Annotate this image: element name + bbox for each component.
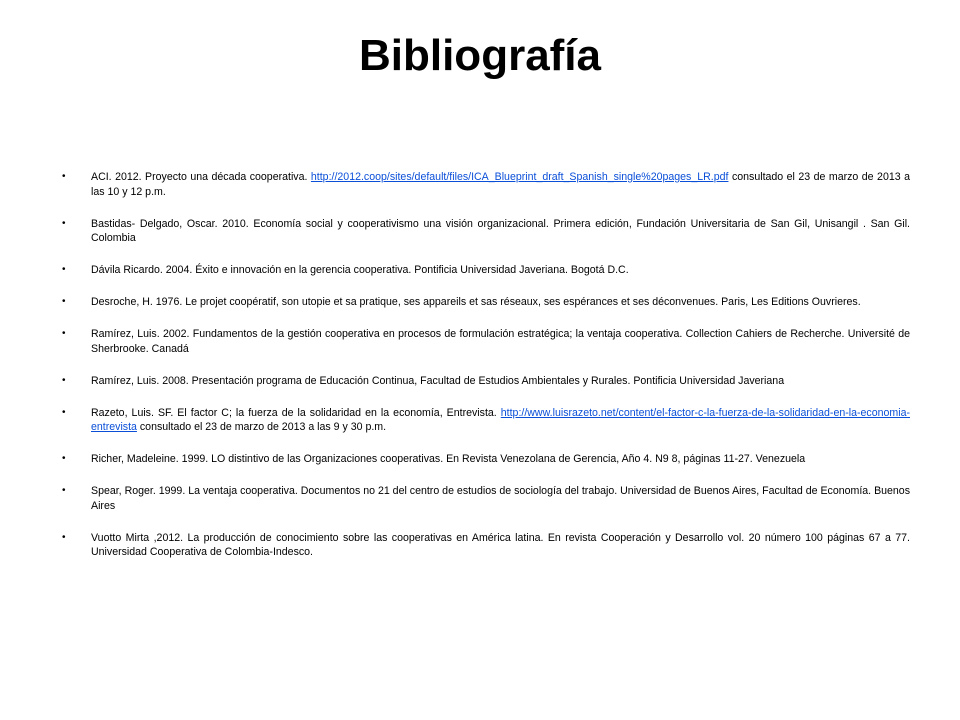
bibliography-item <box>62 374 910 389</box>
bibliography-item <box>62 452 910 467</box>
bullet-icon: • <box>62 406 66 418</box>
reference-text: Desroche, H. 1976. Le projet coopératif, son utopie et sa pratique, ses appareils et sas réseaux, ses espérances et ses déconvenues. Paris, Les Editions Ouvrieres. <box>91 296 861 308</box>
reference-text-after: consultado el 23 de marzo de 2013 a las 9 y 30 p.m. <box>136 421 387 433</box>
bullet-icon: • <box>62 374 66 386</box>
bullet-icon: • <box>62 531 66 543</box>
reference-text: ACI. 2012. Proyecto una década cooperativa. <box>91 171 311 183</box>
bibliography-item <box>62 327 910 356</box>
bullet-icon: • <box>62 171 66 182</box>
reference-text: Vuotto Mirta ,2012. La producción de conocimiento sobre las cooperativas en América latina. En revista Cooperación y Desarrollo vol. 20 número 100 páginas 67 a 77. Universidad Cooperativa de Colombia-Indesco. <box>91 531 910 558</box>
reference-text: Razeto, Luis. SF. El factor C; la fuerza de la solidaridad en la economía, Entrevista. <box>91 406 501 419</box>
reference-text: Ramírez, Luis. 2002. Fundamentos de la gestión cooperativa en procesos de formulación estratégica; la ventaja cooperativa. Collection Cahiers de Recherche. Université de Sherbrooke. Canadá <box>91 328 910 355</box>
bibliography-item <box>62 170 910 199</box>
slide-title: Bibliografía <box>358 31 602 80</box>
bullet-icon: • <box>62 264 66 275</box>
bibliography-item <box>62 406 910 435</box>
reference-text: Bastidas- Delgado, Oscar. 2010. Economía social y cooperativismo una visión organizacional. Primera edición, Fundación Universitaria de San Gil, Unisangil . San Gil. Colombia <box>91 217 910 244</box>
reference-text: Ramírez, Luis. 2008. Presentación programa de Educación Continua, Facultad de Estudios Ambientales y Rurales. Pontificia Universidad Javeriana <box>91 374 785 387</box>
reference-text: Spear, Roger. 1999. La ventaja cooperativa. Documentos no 21 del centro de estudios de sociología del trabajo. Universidad de Buenos Aires, Facultad de Economía. Buenos Aires <box>91 485 910 512</box>
bullet-icon: • <box>62 485 66 496</box>
bibliography-item <box>62 217 910 246</box>
bibliography-item <box>62 531 910 560</box>
bullet-icon: • <box>62 296 66 307</box>
bullet-icon: • <box>62 328 66 339</box>
bibliography-list <box>62 170 910 577</box>
bibliography-item <box>62 295 910 310</box>
bibliography-item <box>62 484 910 513</box>
bullet-icon: • <box>62 453 66 464</box>
reference-text: Richer, Madeleine. 1999. LO distintivo de las Organizaciones cooperativas. En Revista Venezolana de Gerencia, Año 4. N9 8, páginas 11-27. Venezuela <box>91 453 806 465</box>
bibliography-item <box>62 263 910 278</box>
bullet-icon: • <box>62 217 66 229</box>
reference-link[interactable]: http://2012.coop/sites/default/files/ICA_Blueprint_draft_Spanish_single%20pages_LR.pdf <box>310 171 729 183</box>
reference-text: Dávila Ricardo. 2004. Éxito e innovación en la gerencia cooperativa. Pontificia Universidad Javeriana. Bogotá D.C. <box>91 264 629 276</box>
reference-link[interactable]: http://www.luisrazeto.net/content/el-factor-c-la-fuerza-de-la-solidaridad-en-la-economia-entrevista <box>91 406 910 433</box>
reference-text-after: consultado el 23 de marzo de 2013 a las 10 y 12 p.m. <box>91 171 910 198</box>
